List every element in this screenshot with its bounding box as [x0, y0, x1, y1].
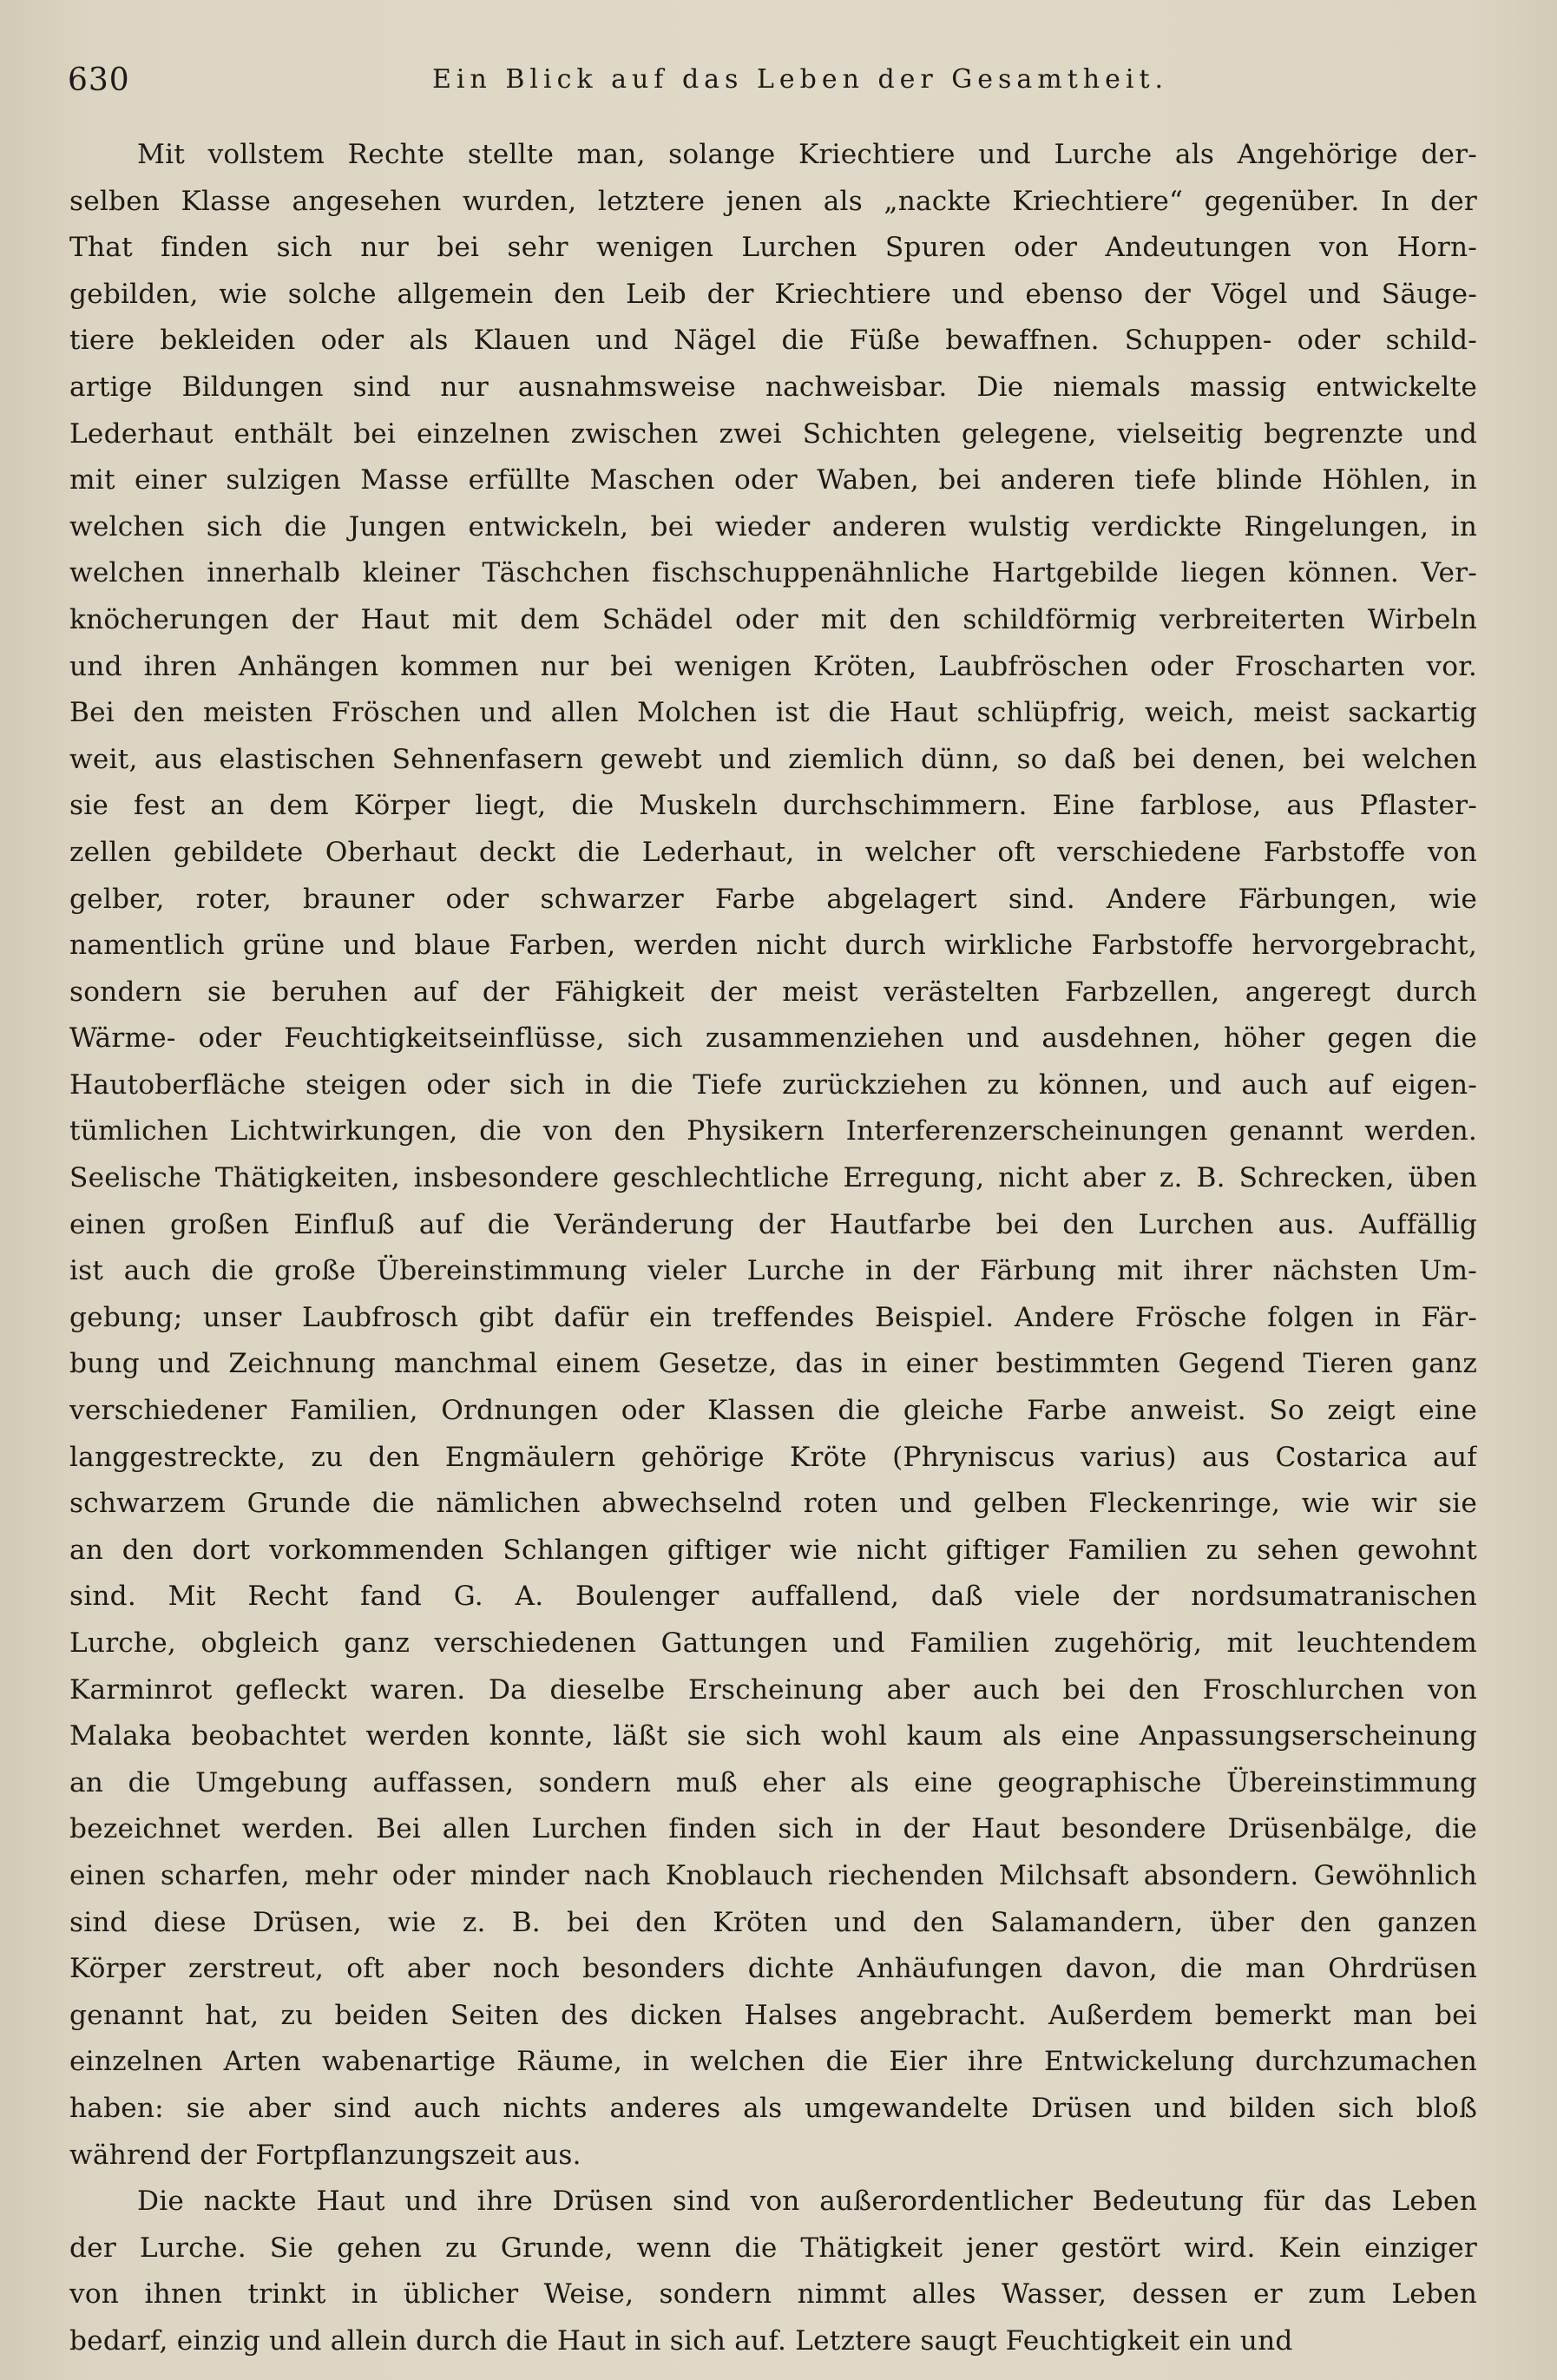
text-line: gebilden, wie solche allgemein den Leib der Kriechtiere und ebenso der Vögel und Säuge-	[69, 278, 1477, 310]
text-line: Hautoberfläche steigen oder sich in die Tiefe zurückziehen zu können, und auch auf eigen-	[69, 1068, 1477, 1101]
paragraph	[69, 132, 1477, 2179]
text-line: Seelische Thätigkeiten, insbesondere geschlechtliche Erregung, nicht aber z. B. Schrecken, üben	[69, 1162, 1477, 1194]
running-title: Ein Blick auf das Leben der Gesamtheit.	[432, 64, 1169, 95]
text-line: sie fest an dem Körper liegt, die Muskeln durchschimmern. Eine farblose, aus Pflaster-	[69, 790, 1477, 822]
text-line: tiere bekleiden oder als Klauen und Nägel die Füße bewaffnen. Schuppen- oder schild-	[69, 325, 1477, 357]
text-line: Karminrot gefleckt waren. Da dieselbe Erscheinung aber auch bei den Froschlurchen von	[69, 1673, 1477, 1706]
text-line: welchen sich die Jungen entwickeln, bei wieder anderen wulstig verdickte Ringelungen, in	[69, 510, 1477, 542]
text-line: That finden sich nur bei sehr wenigen Lurchen Spuren oder Andeutungen von Horn-	[69, 232, 1477, 264]
text-line: bezeichnet werden. Bei allen Lurchen finden sich in der Haut besondere Drüsenbälge, die	[69, 1813, 1477, 1845]
text-line: an den dort vorkommenden Schlangen giftiger wie nicht giftiger Familien zu sehen gewohnt	[69, 1534, 1477, 1566]
text-line: schwarzem Grunde die nämlichen abwechselnd roten und gelben Fleckenringe, wie wir sie	[69, 1488, 1477, 1520]
text-line: tümlichen Lichtwirkungen, die von den Physikern Interferenzerscheinungen genannt werden.	[69, 1115, 1477, 1147]
text-line: während der Fortpflanzungszeit aus.	[69, 2139, 581, 2171]
text-line: Malaka beobachtet werden konnte, läßt sie sich wohl kaum als eine Anpassungserscheinung	[69, 1720, 1477, 1752]
text-line: mit einer sulzigen Masse erfüllte Maschen oder Waben, bei anderen tiefe blinde Höhlen, in	[69, 464, 1477, 496]
text-line: Die nackte Haut und ihre Drüsen sind von außerordentlicher Bedeutung für das Leben	[137, 2186, 1477, 2218]
text-line: an die Umgebung auffassen, sondern muß eher als eine geographische Übereinstimmung	[69, 1766, 1477, 1798]
text-line: einen scharfen, mehr oder minder nach Knoblauch riechenden Milchsaft absondern. Gewöhnlich	[69, 1859, 1477, 1891]
text-line: von ihnen trinkt in üblicher Weise, sondern nimmt alles Wasser, dessen er zum Leben	[69, 2278, 1477, 2311]
text-line: einen großen Einfluß auf die Veränderung der Hautfarbe bei den Lurchen aus. Auffällig	[69, 1208, 1477, 1240]
text-line: der Lurche. Sie gehen zu Grunde, wenn die Thätigkeit jener gestört wird. Kein einziger	[69, 2232, 1477, 2264]
text-line: selben Klasse angesehen wurden, letztere jenen als „nackte Kriechtiere“ gegenüber. In der	[69, 185, 1477, 217]
page-number: 630	[68, 62, 130, 98]
text-line: Wärme- oder Feuchtigkeitseinflüsse, sich zusammenziehen und ausdehnen, höher gegen die	[69, 1022, 1477, 1055]
text-line: Lurche, obgleich ganz verschiedenen Gattungen und Familien zugehörig, mit leuchtendem	[69, 1627, 1477, 1659]
text-line: zellen gebildete Oberhaut deckt die Lederhaut, in welcher oft verschiedene Farbstoffe von	[69, 836, 1477, 868]
text-line: bung und Zeichnung manchmal einem Gesetze, das in einer bestimmten Gegend Tieren ganz	[69, 1348, 1477, 1380]
text-line: und ihren Anhängen kommen nur bei wenigen Kröten, Laubfröschen oder Froscharten vor.	[69, 650, 1477, 682]
page-header	[68, 61, 1474, 104]
text-line: gebung; unser Laubfrosch gibt dafür ein treffendes Beispiel. Andere Frösche folgen in Fär-	[69, 1301, 1477, 1333]
text-line: welchen innerhalb kleiner Täschchen fischschuppenähnliche Hartgebilde liegen können. Ver-	[69, 557, 1477, 589]
text-line: sind diese Drüsen, wie z. B. bei den Kröten und den Salamandern, über den ganzen	[69, 1906, 1477, 1938]
text-line: Lederhaut enthält bei einzelnen zwischen zwei Schichten gelegene, vielseitig begrenzte und	[69, 417, 1477, 450]
text-line: ist auch die große Übereinstimmung vieler Lurche in der Färbung mit ihrer nächsten Um-	[69, 1255, 1477, 1287]
body-text	[69, 132, 1477, 2365]
text-line: haben: sie aber sind auch nichts anderes als umgewandelte Drüsen und bilden sich bloß	[69, 2092, 1477, 2124]
text-line: knöcherungen der Haut mit dem Schädel oder mit den schildförmig verbreiterten Wirbeln	[69, 603, 1477, 635]
text-line: langgestreckte, zu den Engmäulern gehörige Kröte (Phryniscus varius) aus Costarica auf	[69, 1441, 1477, 1473]
text-line: sind. Mit Recht fand G. A. Boulenger auffallend, daß viele der nordsumatranischen	[69, 1581, 1477, 1613]
text-line: sondern sie beruhen auf der Fähigkeit der meist verästelten Farbzellen, angeregt durch	[69, 976, 1477, 1008]
text-line: verschiedener Familien, Ordnungen oder Klassen die gleiche Farbe anweist. So zeigt eine	[69, 1395, 1477, 1427]
text-line: Mit vollstem Rechte stellte man, solange Kriechtiere und Lurche als Angehörige der-	[137, 139, 1477, 170]
text-line: artige Bildungen sind nur ausnahmsweise nachweisbar. Die niemals massig entwickelte	[69, 371, 1477, 403]
text-line: Bei den meisten Fröschen und allen Molchen ist die Haut schlüpfrig, weich, meist sackartig	[69, 697, 1477, 729]
text-line: gelber, roter, brauner oder schwarzer Farbe abgelagert sind. Andere Färbungen, wie	[69, 883, 1477, 915]
paragraph	[69, 2179, 1477, 2364]
text-line: einzelnen Arten wabenartige Räume, in welchen die Eier ihre Entwickelung durchzumachen	[69, 2046, 1477, 2078]
text-line: genannt hat, zu beiden Seiten des dicken Halses angebracht. Außerdem bemerkt man bei	[69, 1999, 1477, 2031]
text-line: bedarf, einzig und allein durch die Haut in sich auf. Letztere saugt Feuchtigkeit ein und	[69, 2324, 1293, 2357]
text-line: Körper zerstreut, oft aber noch besonders dichte Anhäufungen davon, die man Ohrdrüsen	[69, 1953, 1477, 1985]
text-line: weit, aus elastischen Sehnenfasern gewebt und ziemlich dünn, so daß bei denen, bei welchen	[69, 743, 1477, 775]
text-line: namentlich grüne und blaue Farben, werden nicht durch wirkliche Farbstoffe hervorgebracht,	[69, 930, 1477, 962]
